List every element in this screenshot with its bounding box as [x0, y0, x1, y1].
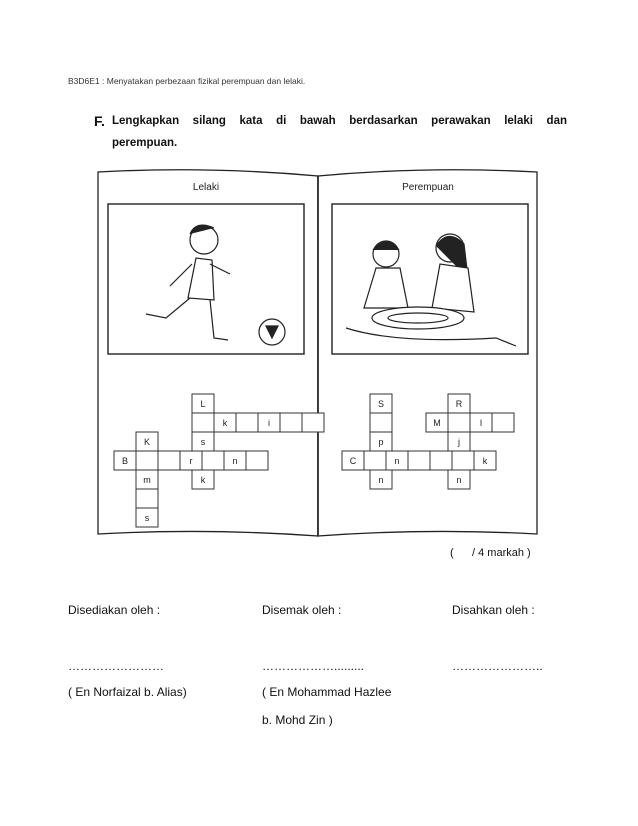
cell-letter: n [232, 456, 238, 466]
cell-letter: n [378, 475, 384, 485]
cell-letter: n [394, 456, 400, 466]
cell-letter: n [456, 475, 462, 485]
standard-code: B3D6E1 : Menyatakan perbezaan fizikal perempuan dan lelaki. [68, 76, 306, 86]
instruction-line-2: perempuan. [112, 137, 178, 149]
cell-letter: C [349, 456, 357, 466]
cell-letter: k [482, 456, 488, 466]
cell-letter: R [455, 399, 463, 409]
checked-by-name-line-2: b. Mohd Zin ) [262, 713, 333, 727]
cell-letter: K [143, 437, 151, 447]
cell-letter: k [222, 418, 228, 428]
cell-letter: r [189, 456, 193, 466]
instruction-line-1: Lengkapkan silang kata di bawah berdasarkan perawakan lelaki dan [112, 115, 567, 127]
cell-letter: B [121, 456, 129, 466]
cell-letter: S [377, 399, 385, 409]
cell-letter: k [200, 475, 206, 485]
checked-signature-line: ………………......... [262, 659, 365, 673]
prepared-by-label: Disediakan oleh : [68, 603, 161, 617]
approved-signature-line: ………………….. [452, 659, 543, 673]
prepared-by-name: ( En Norfaizal b. Alias) [68, 685, 187, 699]
cell-letter: L [200, 399, 206, 409]
cell-letter: s [144, 513, 150, 523]
cell-letter: l [480, 418, 482, 428]
cell-letter: i [268, 418, 270, 428]
question-letter: F. [94, 113, 105, 129]
marks-box: ( / 4 markah ) [450, 547, 531, 559]
left-page-title: Lelaki [192, 182, 220, 193]
cell-letter: m [143, 475, 151, 485]
prepared-signature-line: …………………… [68, 659, 164, 673]
checked-by-label: Disemak oleh : [262, 603, 342, 617]
approved-by-label: Disahkan oleh : [452, 603, 535, 617]
cell-letter: s [200, 437, 206, 447]
checked-by-name-line-1: ( En Mohammad Hazlee [262, 685, 392, 699]
cell-letter: j [458, 437, 460, 447]
cell-letter: p [378, 437, 384, 447]
right-page-title: Perempuan [402, 182, 454, 193]
crossword-book [96, 168, 539, 540]
cell-letter: M [433, 418, 441, 428]
